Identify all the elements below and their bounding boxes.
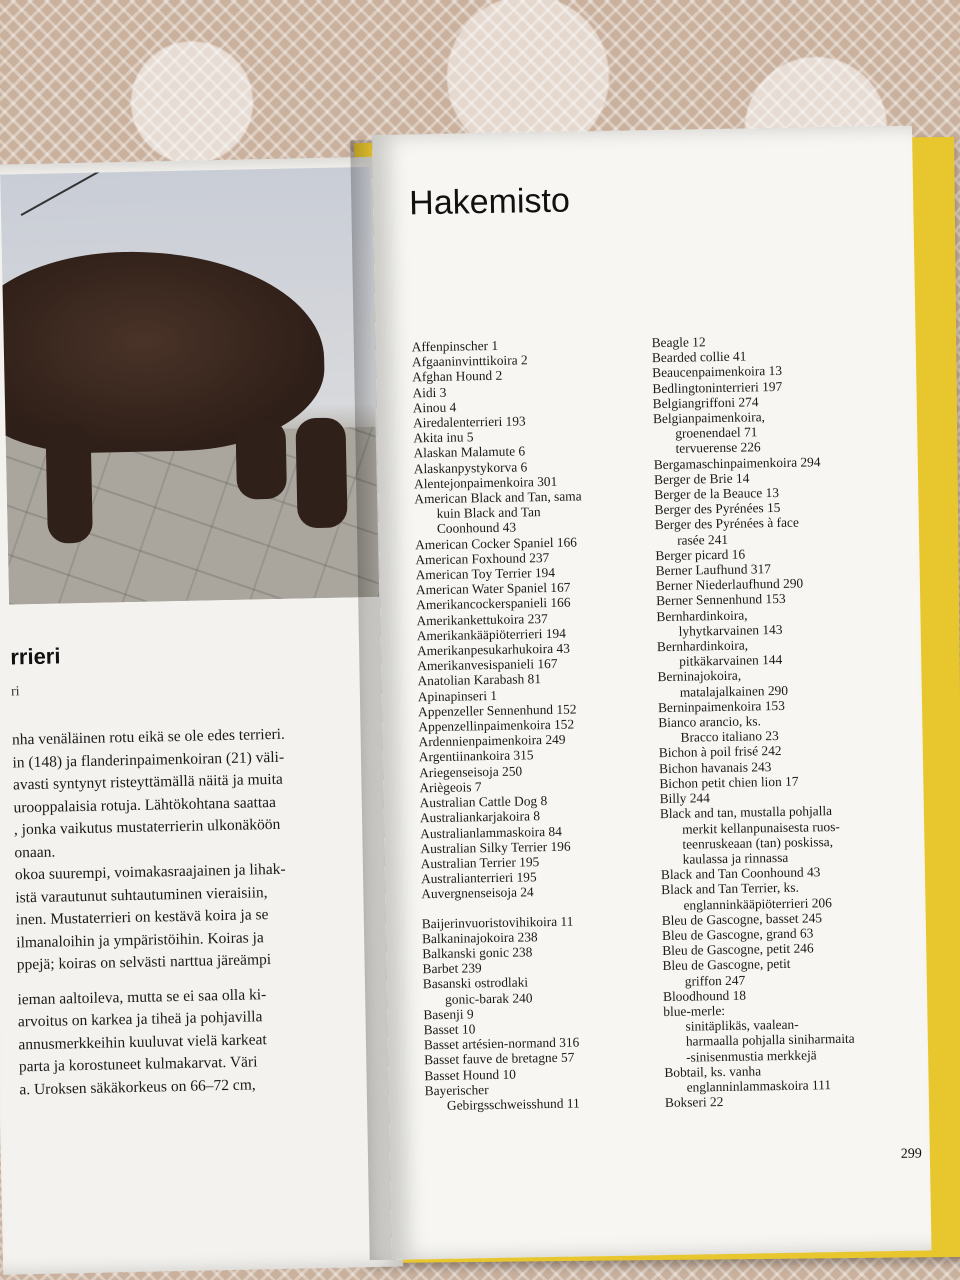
index-entry: kaulassa ja rinnassa: [682, 849, 789, 867]
index-entry: Basset artésien-normand 316: [423, 1034, 580, 1053]
index-entry: Berner Laufhund 317: [655, 561, 772, 579]
index-entry: Akita inu 5: [413, 429, 474, 446]
index-entry: Gebirgsschweisshund 11: [446, 1095, 580, 1113]
index-entry: Berner Sennenhund 153: [656, 591, 786, 609]
body-line: urooppalaisia rotuja. Lähtökohtana saattaa: [13, 793, 277, 816]
index-entry: Aidi 3: [412, 384, 447, 400]
index-entry: Billy 244: [659, 790, 710, 807]
index-entry: Afgaaninvinttikoira 2: [411, 352, 528, 370]
body-line: inen. Mustaterrieri on kestävä koira ja se: [15, 906, 269, 929]
index-entry: Bleu de Gascogne, petit 246: [662, 940, 814, 959]
index-entry: Alaskan Malamute 6: [413, 443, 526, 461]
index-entry: griffon 247: [684, 972, 746, 989]
left-page: [0, 157, 403, 1275]
index-entry: -sinisenmustia merkkejä: [686, 1046, 817, 1065]
index-entry: pitkäkarvainen 144: [679, 652, 783, 669]
body-line: nha venäläinen rotu eikä se ole edes terrieri.: [11, 725, 286, 749]
index-entry: Berninpaimenkoira 153: [657, 697, 785, 715]
index-entry: Auvergnenseisoja 24: [421, 884, 534, 902]
index-entry: Black and Tan Coonhound 43: [660, 864, 821, 883]
index-entry: Bracco italiano 23: [680, 728, 779, 745]
index-title: Hakemisto: [408, 181, 571, 223]
index-entry: blue-merle:: [663, 1002, 726, 1019]
body-line: onaan.: [14, 843, 56, 861]
index-entry: Black and Tan Terrier, ks.: [661, 879, 799, 898]
index-entry: lyhytkarvainen 143: [678, 621, 783, 639]
index-entry: Berninajokoira,: [657, 668, 742, 685]
index-entry: Amerikankettukoira 237: [416, 610, 548, 628]
index-entry: Basanski ostrodlaki: [422, 974, 529, 992]
index-entry: Bianco arancio, ks.: [658, 713, 762, 731]
index-entry: rasée 241: [676, 531, 729, 548]
index-entry: Alentejonpaimenkoira 301: [413, 473, 558, 492]
index-entry: Basenji 9: [423, 1006, 474, 1022]
index-entry: Ardennienpaimenkoira 249: [418, 731, 566, 750]
body-line: ilmanaloihin ja ympäristöihin. Koiras ja: [16, 928, 264, 951]
index-entry: Coonhound 43: [436, 519, 517, 537]
index-entry: Beagle 12: [651, 334, 706, 351]
index-entry: Bobtail, ks. vanha: [664, 1063, 762, 1080]
index-entry: Bernhardinkoira,: [656, 607, 748, 624]
index-entry: Ariegenseisoja 250: [419, 763, 523, 780]
index-entry: Basset fauve de bretagne 57: [424, 1049, 575, 1068]
index-entry: Afghan Hound 2: [412, 368, 503, 385]
index-entry: Bichon petit chien lion 17: [659, 773, 799, 791]
index-entry: Berger de Brie 14: [653, 470, 750, 487]
breed-heading: rrieri: [10, 643, 61, 670]
index-entry: groenendael 71: [675, 424, 758, 441]
index-entry: Barbet 239: [422, 960, 482, 977]
index-entry: Bayerischer: [424, 1081, 489, 1098]
index-entry: Bedlingtoninterrieri 197: [652, 378, 783, 396]
index-entry: Basset Hound 10: [424, 1066, 517, 1083]
index-entry: Belgiangriffoni 274: [652, 394, 759, 411]
body-line: avasti syntynyt risteyttämällä näitä ja muita: [12, 770, 283, 794]
index-entry: Argentiinankoira 315: [418, 747, 534, 765]
dog-photo: [0, 167, 379, 605]
index-entry: Airedalenterrieri 193: [412, 413, 526, 431]
index-entry: Amerikanvesispanieli 167: [417, 656, 558, 674]
index-entry: Balkanski gonic 238: [422, 944, 533, 962]
index-entry: Baijerinvuoristovihikoira 11: [421, 913, 574, 931]
body-line: , jonka vaikutus mustaterrierin ulkonäköön: [13, 815, 281, 839]
index-entry: Bichon à poil frisé 242: [658, 743, 782, 761]
index-entry: Ainou 4: [412, 399, 457, 416]
index-entry: Ariègeois 7: [419, 779, 482, 796]
index-entry: American Foxhound 237: [415, 549, 550, 568]
index-entry: Belgianpaimenkoira,: [652, 409, 766, 427]
index-entry: englanninkääpiöterrieri 206: [683, 894, 832, 913]
index-entry: gonic-barak 240: [444, 989, 533, 1007]
index-entry: matalajalkainen 290: [679, 682, 789, 700]
index-entry: Australian Silky Terrier 196: [420, 838, 571, 856]
index-entry: Amerikanpesukarhukoira 43: [416, 640, 570, 659]
index-entry: Berger des Pyrénées 15: [654, 500, 781, 518]
index-entry: American Water Spaniel 167: [415, 579, 571, 598]
body-line: parta ja korostuneet kulmakarvat. Väri: [18, 1053, 258, 1076]
index-entry: Affenpinscher 1: [411, 337, 499, 355]
index-entry: Bergamaschinpaimenkoira 294: [653, 453, 821, 472]
body-line: ieman aaltoileva, mutta se ei saa olla ki-: [17, 985, 267, 1008]
index-entry: Bokseri 22: [664, 1094, 724, 1111]
index-entry: Bleu de Gascogne, basset 245: [661, 909, 823, 928]
index-entry: Bichon havanais 243: [658, 758, 772, 776]
body-line: istä varautunut suhtautuminen vieraisiin,: [15, 883, 268, 906]
index-entry: Australian Cattle Dog 8: [419, 793, 548, 811]
index-entry: Apinapinseri 1: [417, 687, 498, 704]
breed-subheading: ri: [10, 684, 20, 700]
index-entry: Alaskanpystykorva 6: [413, 458, 528, 476]
index-entry: englanninlammaskoira 111: [686, 1077, 832, 1095]
index-entry: Bleu de Gascogne, petit: [662, 956, 791, 974]
index-entry: Amerikankääpiöterrieri 194: [416, 625, 566, 644]
index-entry: Beaucenpaimenkoira 13: [652, 363, 783, 381]
index-entry: Australiankarjakoira 8: [419, 808, 541, 826]
index-entry: tervuerense 226: [675, 439, 761, 457]
index-column-1: [412, 335, 665, 1113]
index-entry: Berger picard 16: [655, 546, 746, 563]
index-entry: Australianlammaskoira 84: [420, 823, 562, 841]
index-entry: American Toy Terrier 194: [415, 564, 556, 583]
index-entry: Appenzeller Sennenhund 152: [417, 701, 577, 720]
index-entry: Berner Niederlaufhund 290: [655, 575, 804, 594]
index-entry: Bloodhound 18: [662, 987, 747, 1004]
dog-leg: [45, 423, 93, 544]
body-line: annusmerkkeihin kuuluvat vielä karkeat: [18, 1030, 267, 1053]
index-entry: kuin Black and Tan: [436, 504, 541, 522]
index-entry: Amerikancockerspanieli 166: [416, 595, 571, 613]
body-line: a. Uroksen säkäkorkeus on 66–72 cm,: [19, 1075, 256, 1098]
index-entry: Anatolian Karabash 81: [417, 671, 542, 689]
index-entry: Berger de la Beauce 13: [654, 484, 780, 503]
index-column-2: [652, 331, 925, 1111]
index-entry: Bleu de Gascogne, grand 63: [661, 925, 814, 943]
index-page: [372, 126, 932, 1260]
index-entry: Bearded collie 41: [651, 348, 747, 366]
index-entry: American Cocker Spaniel 166: [415, 534, 578, 552]
index-entry: Bernhardinkoira,: [656, 637, 749, 655]
index-entry: Appenzellinpaimenkoira 152: [418, 716, 575, 735]
index-entry: Australian Terrier 195: [420, 854, 540, 872]
index-entry: Basset 10: [423, 1021, 476, 1038]
index-entry: Australianterrieri 195: [420, 869, 537, 887]
body-line: ppejä; koiras on selvästi narttua järeämpi: [16, 951, 272, 974]
leash: [21, 167, 127, 216]
dog-leg: [295, 417, 347, 528]
body-line: okoa suurempi, voimakasraajainen ja lihak-: [14, 860, 286, 884]
body-line: in (148) ja flanderinpaimenkoiran (21) väli-: [12, 748, 285, 771]
index-entry: Balkaninajokoira 238: [421, 928, 538, 946]
index-entry: merkit kellanpunaisesta ruos-: [682, 818, 840, 837]
index-entry: Berger des Pyrénées à face: [654, 515, 799, 533]
dog-leg: [235, 419, 287, 500]
index-entry: American Black and Tan, sama: [414, 488, 582, 507]
index-entry: harmaalla pohjalla siniharmaita: [685, 1031, 855, 1050]
breed-description: [12, 722, 360, 1101]
page-number: 299: [900, 1146, 922, 1162]
index-entry: sinitäplikäs, vaalean-: [685, 1016, 799, 1034]
body-line: arvoitus on karkea ja tiheä ja pohjavilla: [17, 1008, 263, 1031]
index-entry: teenruskeaan (tan) poskissa,: [682, 833, 834, 852]
index-entry: Black and tan, mustalla pohjalla: [659, 803, 833, 822]
